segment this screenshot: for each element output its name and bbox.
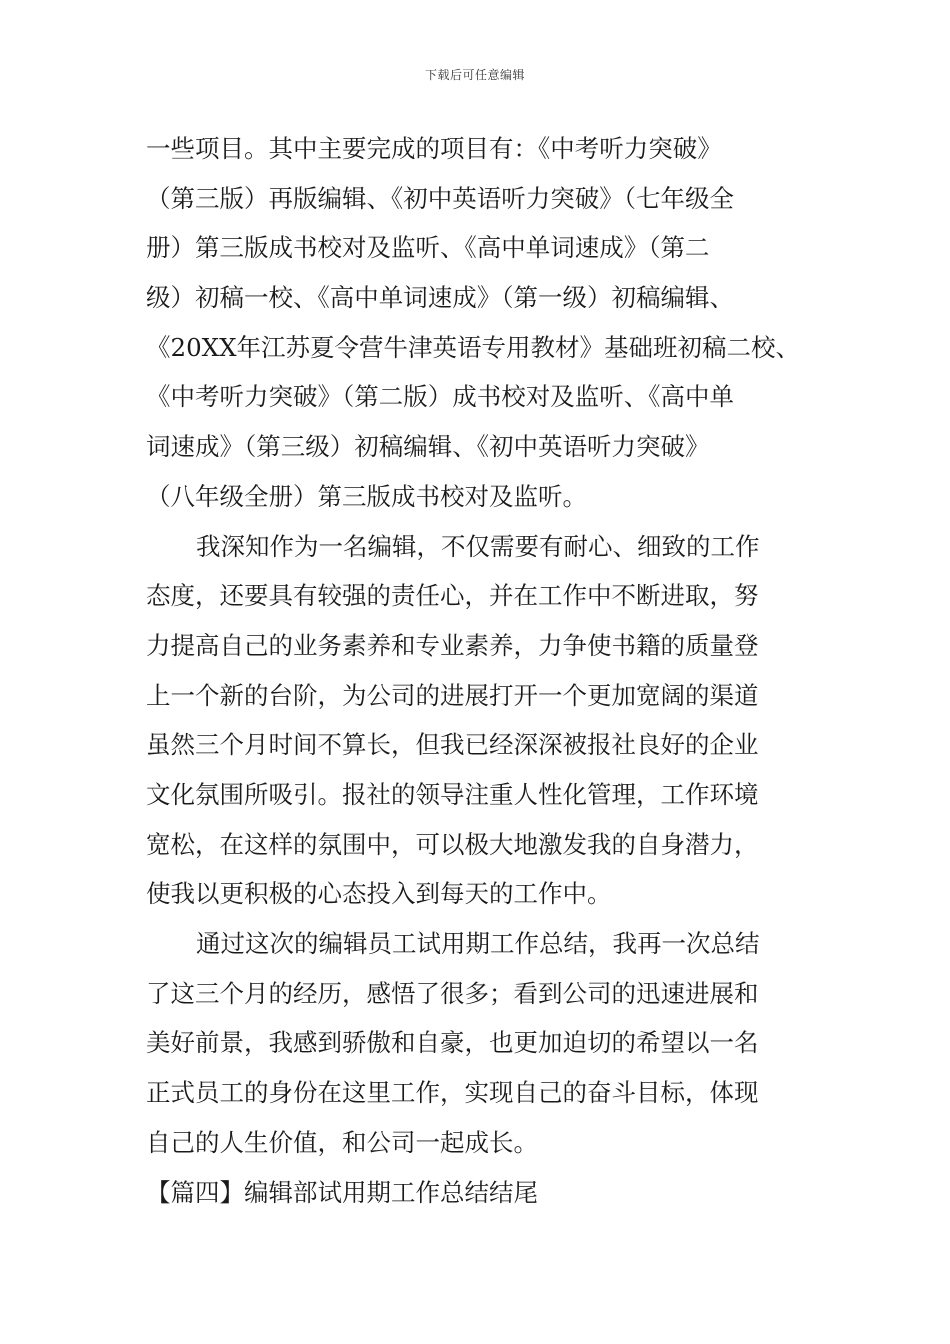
text-line: （第三版）再版编辑、《初中英语听力突破》（七年级全 bbox=[146, 183, 734, 213]
paragraph-2 bbox=[146, 522, 811, 920]
paragraph-3 bbox=[146, 919, 811, 1167]
text-line: 态度，还要具有较强的责任心，并在工作中不断进取，努 bbox=[146, 581, 759, 611]
text-line: 《20XX年江苏夏令营牛津英语专用教材》基础班初稿二校、 bbox=[146, 332, 801, 362]
text-line: 词速成》（第三级）初稿编辑、《初中英语听力突破》 bbox=[146, 432, 710, 462]
section-heading: 【篇四】编辑部试用期工作总结结尾 bbox=[146, 1178, 538, 1208]
text-line: 正式员工的身份在这里工作，实现自己的奋斗目标，体现 bbox=[146, 1078, 759, 1108]
text-line: 我深知作为一名编辑，不仅需要有耐心、细致的工作 bbox=[196, 531, 760, 561]
text-line: 《中考听力突破》（第二版）成书校对及监听、《高中单 bbox=[146, 382, 734, 412]
text-line: （八年级全册）第三版成书校对及监听。 bbox=[146, 481, 587, 511]
text-line: 一些项目。其中主要完成的项目有：《中考听力突破》 bbox=[146, 134, 722, 163]
text-line: 自己的人生价值，和公司一起成长。 bbox=[146, 1127, 538, 1157]
text-line: 美好前景，我感到骄傲和自豪，也更加迫切的希望以一名 bbox=[146, 1028, 759, 1058]
document-body bbox=[146, 124, 811, 1219]
text-line: 文化氛围所吸引。报社的领导注重人性化管理，工作环境 bbox=[146, 779, 759, 809]
text-line: 使我以更积极的心态投入到每天的工作中。 bbox=[146, 879, 612, 909]
text-line: 上一个新的台阶，为公司的进展打开一个更加宽阔的渠道 bbox=[146, 680, 759, 710]
text-line: 级）初稿一校、《高中单词速成》（第一级）初稿编辑、 bbox=[146, 283, 734, 313]
text-line: 力提高自己的业务素养和专业素养，力争使书籍的质量登 bbox=[146, 630, 759, 660]
paragraph-1 bbox=[146, 124, 811, 522]
text-line: 虽然三个月时间不算长，但我已经深深被报社良好的企业 bbox=[146, 730, 759, 760]
text-line: 宽松，在这样的氛围中，可以极大地激发我的自身潜力， bbox=[146, 829, 759, 859]
page-header: 下载后可任意编辑 bbox=[424, 68, 525, 82]
text-line: 了这三个月的经历，感悟了很多；看到公司的迅速进展和 bbox=[146, 978, 759, 1008]
text-line: 通过这次的编辑员工试用期工作总结，我再一次总结 bbox=[196, 929, 760, 958]
text-line: 册）第三版成书校对及监听、《高中单词速成》（第二 bbox=[146, 233, 710, 263]
